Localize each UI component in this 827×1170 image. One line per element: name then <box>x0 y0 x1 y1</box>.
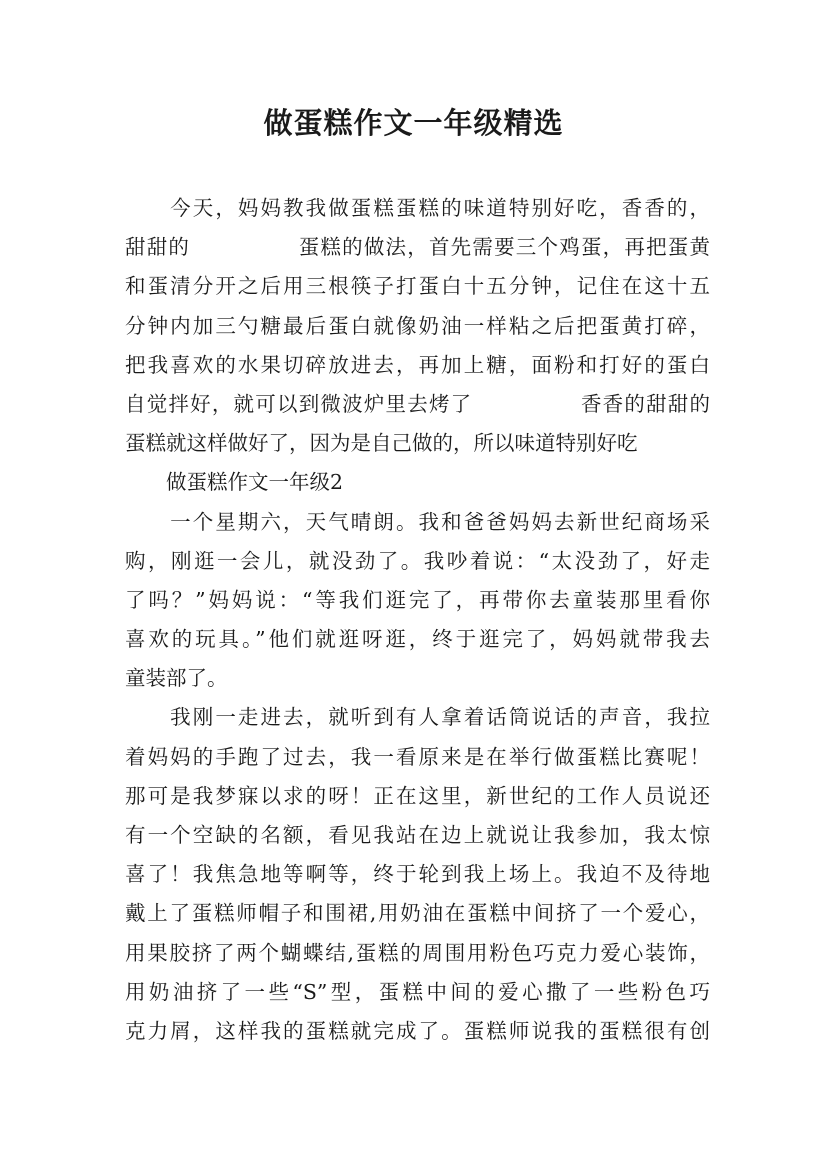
text-line: 童装部了。 <box>125 666 228 691</box>
text-line: 蛋糕就这样做好了，因为是自己做的，所以味道特别好吃 <box>125 431 638 456</box>
text-line: 一个星期六，天气晴朗。我和爸爸妈妈去新世纪商场采 <box>125 509 710 534</box>
text-line: 那可是我梦寐以求的呀！正在这里，新世纪的工作人员说还 <box>125 783 710 808</box>
section-heading: 做蛋糕作文一年级2 <box>125 470 344 495</box>
text-line: 用果胶挤了两个蝴蝶结,蛋糕的周围用粉色巧克力爱心装饰， <box>125 940 710 965</box>
text-line: 和蛋清分开之后用三根筷子打蛋白十五分钟，记住在这十五 <box>125 274 710 299</box>
text-line: 分钟内加三勺糖最后蛋白就像奶油一样粘之后把蛋黄打碎， <box>125 313 710 338</box>
text-line: 着妈妈的手跑了过去，我一看原来是在举行做蛋糕比赛呢！ <box>125 744 710 769</box>
text-line: 购，刚逛一会儿，就没劲了。我吵着说：“太没劲了，好走 <box>125 548 710 573</box>
text-line: 把我喜欢的水果切碎放进去，再加上糖，面粉和打好的蛋白 <box>125 352 710 377</box>
text-line: 喜欢的玩具。”他们就逛呀逛，终于逛完了，妈妈就带我去 <box>125 627 710 652</box>
text-line: 用奶油挤了一些“S”型，蛋糕中间的爱心撒了一些粉色巧 <box>125 979 710 1004</box>
text-line: 今天，妈妈教我做蛋糕蛋糕的味道特别好吃，香香的， <box>125 196 710 220</box>
text-line: 戴上了蛋糕师帽子和围裙,用奶油在蛋糕中间挤了一个爱心， <box>125 901 710 926</box>
text-line: 有一个空缺的名额，看见我站在边上就说让我参加，我太惊 <box>125 823 710 847</box>
text-line: 了吗？”妈妈说：“等我们逛完了，再带你去童装那里看你 <box>125 587 710 612</box>
text-line: 我刚一走进去，就听到有人拿着话筒说话的声音，我拉 <box>125 705 710 730</box>
text-line: 甜甜的 蛋糕的做法，首先需要三个鸡蛋，再把蛋黄 <box>125 235 710 260</box>
document-title: 做蛋糕作文一年级精选 <box>263 106 564 140</box>
document-body <box>125 189 710 1051</box>
text-line: 喜了！我焦急地等啊等，终于轮到我上场上。我迫不及待地 <box>125 862 710 887</box>
text-line: 自觉拌好，就可以到微波炉里去烤了 香香的甜甜的 <box>125 391 710 416</box>
text-line: 克力屑，这样我的蛋糕就完成了。蛋糕师说我的蛋糕很有创 <box>125 1018 710 1043</box>
